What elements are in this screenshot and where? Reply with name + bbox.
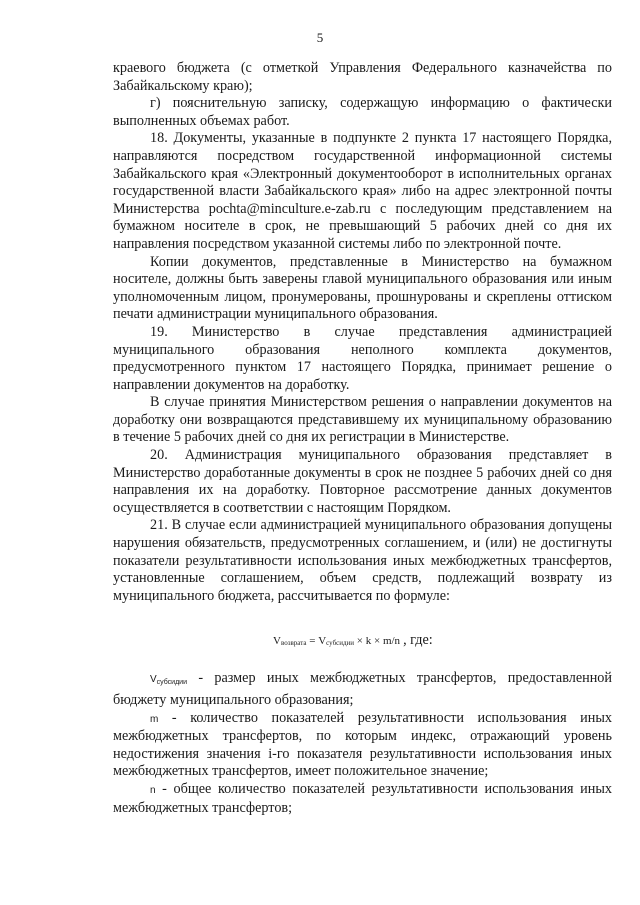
formula-rest: × k × m/n [354, 635, 401, 648]
paragraph: В случае принятия Министерством решения о направлении документов на доработку они возвращаются представившему их муниципальному образованию в течение 5 рабочих дней со дня их регистрации в Министерстве. [113, 394, 612, 446]
paragraph-item-21: 21. В случае если администрацией муниципального образования допущены нарушения обязательств, предусмотренных соглашением, и (или) не достигнуты показатели результативности использования иных межбюджетных трансфертов, установленные соглашением, объем средств, подлежащий возврату из муниципального бюджета, рассчитывается по формуле: [113, 517, 612, 604]
paragraph: Копии документов, представленные в Министерство на бумажном носителе, должны быть заверены главой муниципального образования или иным уполномоченным лицом, пронумерованы, прошнурованы и скреплены оттиском печати администрации муниципального образования. [113, 253, 612, 323]
definition-subscript: субсидии [156, 679, 187, 687]
paragraph-item-18: 18. Документы, указанные в подпункте 2 пункта 17 настоящего Порядка, направляются посредством государственной информационной системы Забайкальского края «Электронный документооборот в исполнительных органах государственной власти Забайкальского края» либо на адрес электронной почты Министерства pochta@minculture.e-zab.ru с последующим представлением на бумажном носителе в срок, не превышающий 5 рабочих дней со дня их направления посредством указанной системы либо по электронной почте. [113, 130, 612, 252]
formula-rhs-subscript: субсидии [326, 639, 355, 648]
definition-v-subsidy [113, 670, 612, 709]
formula-lhs-symbol: V [273, 635, 281, 648]
paragraph-item-19: 19. Министерство в случае представления администрацией муниципального образования неполного комплекта документов, предусмотренного пунктом 17 настоящего Порядка, принимает решение о направлении документов на доработку. [113, 323, 612, 393]
paragraph: краевого бюджета (с отметкой Управления Федерального казначейства по Забайкальскому краю); [113, 60, 612, 94]
page-number: 5 [316, 30, 324, 45]
definition-n [113, 781, 612, 817]
formula-definitions [113, 670, 612, 817]
definition-text: - общее количество показателей результативности использования иных межбюджетных трансфертов; [113, 780, 612, 816]
formula-lhs-subscript: возврата [280, 639, 307, 648]
definition-symbol: V [150, 674, 157, 686]
definition-symbol: m [150, 713, 159, 725]
definition-text: - количество показателей результативности использования иных межбюджетных трансфертов, по которым индекс, отражающий уровень недостижения значения i-го показателя результативности использования иных межбюджетных трансфертов, имеет положительное значение; [113, 709, 612, 780]
definition-symbol: n [150, 784, 156, 796]
definition-text: - размер иных межбюджетных трансфертов, предоставленной бюджету муниципального образования; [113, 670, 612, 708]
refund-formula [113, 630, 612, 653]
document-body [113, 60, 612, 817]
formula-suffix: , где: [403, 632, 433, 649]
paragraph: г) пояснительную записку, содержащую информацию о фактически выполненных объемах работ. [113, 95, 612, 129]
formula-rhs-symbol: V [318, 635, 327, 648]
formula-equals: = [306, 635, 319, 648]
paragraph-item-20: 20. Администрация муниципального образования представляет в Министерство доработанные документы в срок не позднее 5 рабочих дней со дня направления их на доработку. Повторное рассмотрение данных документов осуществляется в соответствии с настоящим Порядком. [113, 447, 612, 516]
definition-m [113, 710, 612, 781]
